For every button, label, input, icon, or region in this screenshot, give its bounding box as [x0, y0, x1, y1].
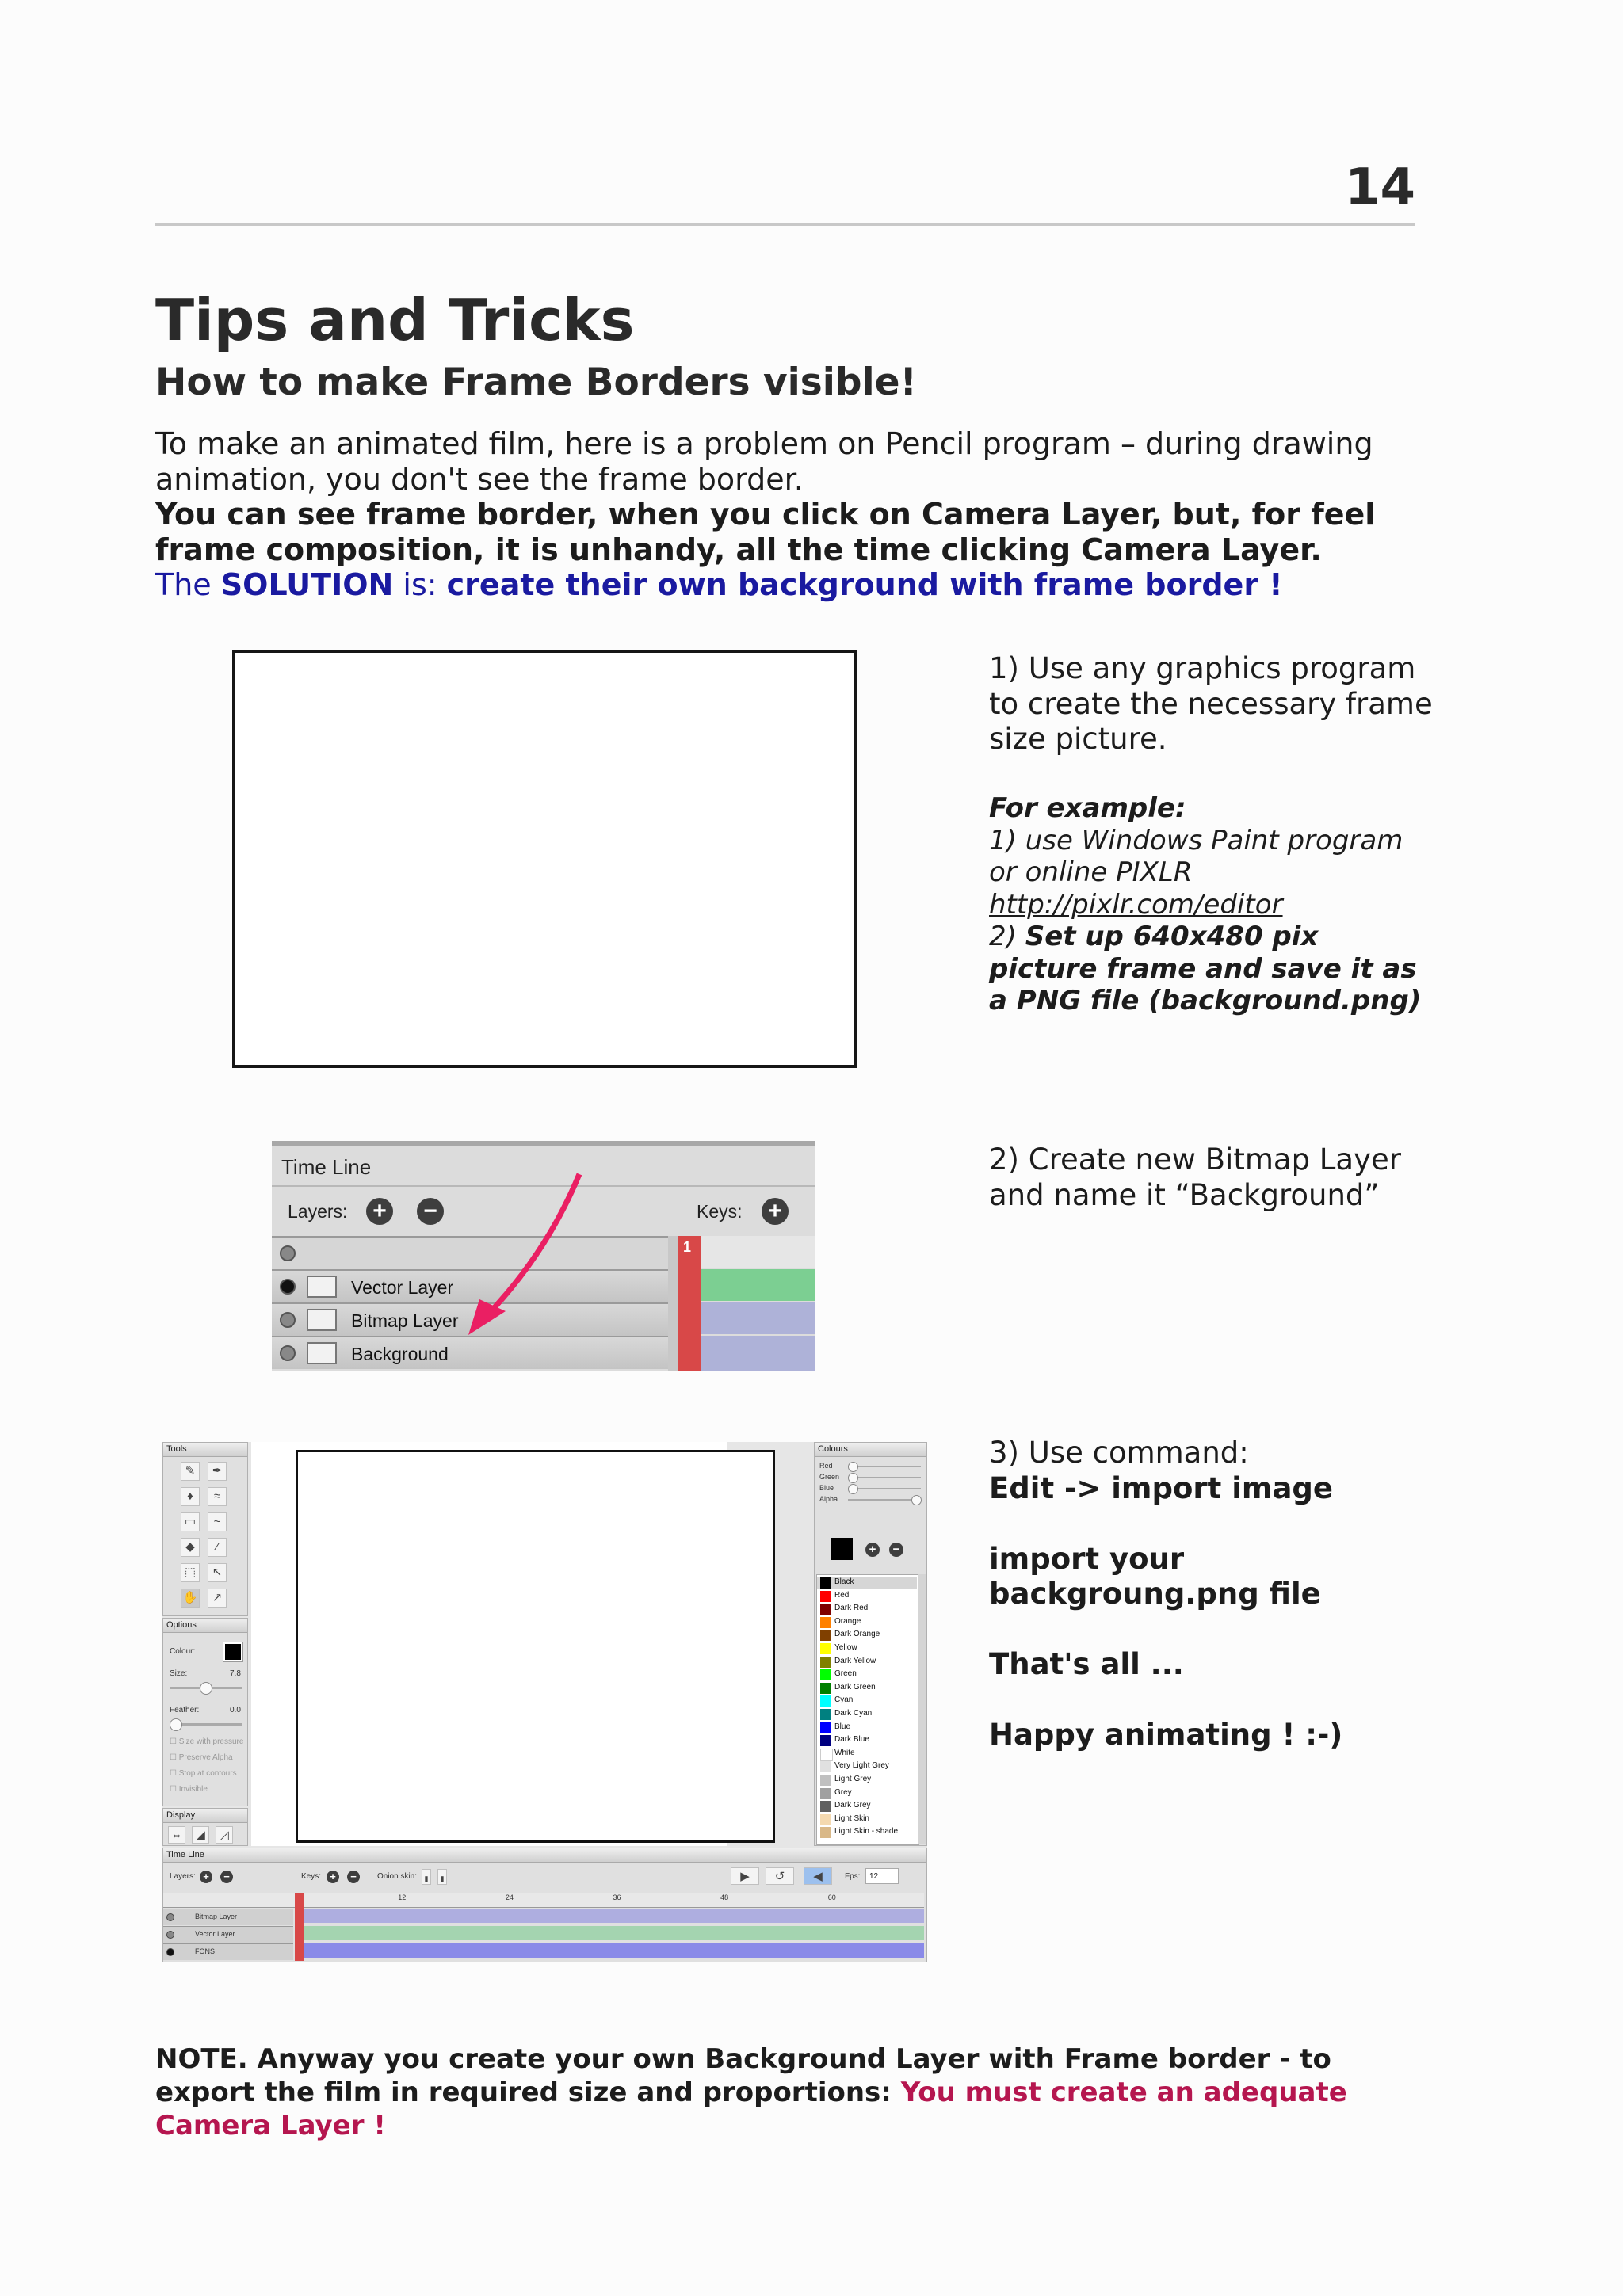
colour-name: Light Grey — [834, 1775, 872, 1783]
bucket-icon[interactable]: ◆ — [181, 1538, 200, 1557]
visibility-dot[interactable] — [166, 1913, 174, 1921]
onion-prev-icon[interactable]: ▮ — [422, 1869, 431, 1885]
colour-swatch — [820, 1577, 831, 1589]
onion-skin-label: Onion skin: — [377, 1872, 418, 1881]
options-panel — [162, 1618, 248, 1806]
colour-name: Dark Grey — [834, 1801, 871, 1810]
colour-swatch — [820, 1801, 831, 1812]
colour-item[interactable] — [817, 1642, 917, 1655]
editor-layer-name: FONS — [195, 1947, 216, 1955]
colour-item[interactable] — [817, 1774, 917, 1787]
page-title: Tips and Tricks — [155, 287, 635, 353]
colour-name: Dark Yellow — [834, 1656, 876, 1665]
select-icon[interactable]: ⬚ — [181, 1563, 200, 1582]
colours-title: Colours — [815, 1443, 926, 1457]
colour-swatch — [820, 1617, 831, 1628]
tools-panel — [162, 1442, 248, 1616]
editor-timeline-panel — [162, 1848, 927, 1962]
colour-swatch — [820, 1695, 831, 1707]
slider-label: Blue — [819, 1484, 834, 1492]
colour-item[interactable] — [817, 1656, 917, 1669]
editor-keys-label: Keys: — [301, 1872, 322, 1881]
tools-title: Tools — [163, 1443, 247, 1457]
colour-list-scrollbar[interactable] — [918, 1574, 926, 1844]
editor-frame-ruler — [163, 1893, 924, 1908]
note-text: NOTE. Anyway you create your own Background Layer with Frame border - to export the film in required size and proportions: — [155, 2043, 1331, 2108]
editor-layer-name: Vector Layer — [195, 1930, 235, 1938]
editor-add-key-button[interactable]: + — [327, 1871, 339, 1883]
check-size-pressure[interactable]: ☐ Size with pressure — [170, 1737, 244, 1746]
check-label: Preserve Alpha — [178, 1753, 233, 1762]
colour-slider-handle[interactable] — [848, 1484, 858, 1494]
eraser-icon[interactable]: ▭ — [181, 1512, 200, 1531]
colour-name: Cyan — [834, 1695, 854, 1705]
intro-line-2: You can see frame border, when you click on Camera Layer, but, for feel frame composition, it is unhandy, all the time clicking Camera Layer. — [155, 497, 1376, 567]
colour-name: Very Light Grey — [834, 1761, 889, 1771]
step3-happy: Happy animating ! :-) — [989, 1718, 1343, 1752]
colour-item[interactable] — [817, 1722, 917, 1734]
editor-layers-label: Layers: — [170, 1872, 196, 1881]
spacer — [989, 1612, 1433, 1648]
check-stop-contours[interactable]: ☐ Stop at contours — [170, 1769, 237, 1778]
colour-swatch — [820, 1722, 831, 1733]
colours-panel — [814, 1442, 927, 1846]
colour-slider-handle[interactable] — [848, 1462, 858, 1472]
editor-layer-track[interactable] — [304, 1909, 924, 1923]
fps-input[interactable]: 12 — [865, 1868, 899, 1884]
check-label: Stop at contours — [178, 1769, 237, 1778]
solution-mid: is: — [393, 567, 447, 602]
colour-swatch — [820, 1775, 831, 1786]
keys-label: Keys: — [697, 1201, 743, 1222]
colour-slider-handle[interactable] — [848, 1473, 858, 1483]
colour-swatch — [820, 1657, 831, 1668]
editor-remove-layer-button[interactable]: − — [220, 1871, 233, 1883]
editor-layer-row[interactable] — [163, 1909, 293, 1925]
remove-colour-button[interactable]: − — [889, 1543, 903, 1557]
colour-name: Grey — [834, 1787, 852, 1797]
colour-item[interactable] — [817, 1616, 917, 1629]
colour-swatch — [820, 1749, 833, 1761]
colour-item[interactable] — [817, 1787, 917, 1800]
imported-frame-border — [296, 1450, 775, 1843]
eyedropper-icon[interactable]: ⁄ — [208, 1538, 227, 1557]
step3-block — [989, 1436, 1433, 1753]
header-rule — [155, 223, 1415, 226]
flip-horizontal-icon[interactable]: ⇔ — [168, 1826, 185, 1844]
frame-number: 1 — [683, 1239, 692, 1255]
colour-item[interactable] — [817, 1800, 917, 1813]
layer-name: Background — [351, 1344, 449, 1364]
step2-text: 2) Create new Bitmap Layer and name it “Background” — [989, 1142, 1401, 1212]
pointer-icon[interactable]: ↖ — [208, 1563, 227, 1582]
step1-example — [989, 792, 1433, 1017]
colour-swatch — [820, 1604, 831, 1615]
loop-button[interactable]: ↺ — [766, 1867, 794, 1885]
solution-word: SOLUTION — [220, 567, 394, 602]
intro-paragraph — [155, 426, 1423, 603]
slider-label: Red — [819, 1462, 833, 1470]
colour-swatch — [820, 1643, 831, 1654]
brush-icon[interactable]: ≈ — [208, 1487, 227, 1506]
colour-item[interactable] — [817, 1760, 917, 1773]
slider-label: Green — [819, 1473, 840, 1481]
selected-colour-swatch[interactable] — [831, 1538, 853, 1560]
colour-item[interactable] — [817, 1748, 917, 1760]
colour-name: Dark Red — [834, 1604, 869, 1613]
feather-value: 0.0 — [230, 1706, 241, 1714]
colour-list — [816, 1574, 919, 1845]
colour-swatch — [820, 1669, 831, 1680]
colour-label: Colour: — [170, 1647, 196, 1656]
editor-timeline-title: Time Line — [163, 1848, 926, 1863]
colour-item[interactable] — [817, 1708, 917, 1721]
intro-line-1: To make an animated film, here is a problem on Pencil program – during drawing animation, you don't see the frame border. — [155, 426, 1373, 497]
frame-border-example — [232, 650, 857, 1068]
pencil-editor-screenshot — [162, 1442, 927, 1962]
colour-name: White — [834, 1748, 855, 1757]
colour-name: Red — [834, 1590, 850, 1600]
check-preserve-alpha[interactable]: ☐ Preserve Alpha — [170, 1753, 233, 1762]
drawing-canvas[interactable] — [251, 1442, 727, 1846]
size-label: Size: — [170, 1669, 188, 1678]
colour-swatch — [820, 1761, 831, 1772]
timeline-title: Time Line — [281, 1155, 372, 1179]
colour-name: Dark Blue — [834, 1735, 869, 1745]
pen-icon[interactable]: ✒ — [208, 1462, 227, 1481]
add-colour-button[interactable]: + — [865, 1543, 880, 1557]
colour-swatch — [820, 1735, 831, 1746]
colour-item[interactable] — [817, 1695, 917, 1707]
colour-slider[interactable] — [848, 1499, 921, 1501]
colour-swatch — [820, 1683, 831, 1694]
example-label: For example: — [989, 792, 1186, 824]
step3-text: 3) Use command: — [989, 1436, 1249, 1470]
visibility-dot[interactable] — [166, 1931, 174, 1939]
editor-layer-row[interactable] — [163, 1943, 293, 1960]
colour-item[interactable] — [817, 1826, 917, 1839]
onion-icon[interactable]: ◢ — [192, 1826, 209, 1844]
editor-layer-name: Bitmap Layer — [195, 1913, 238, 1920]
check-label: Invisible — [178, 1785, 208, 1794]
outline-icon[interactable]: ◿ — [216, 1826, 233, 1844]
editor-add-layer-button[interactable]: + — [200, 1871, 212, 1883]
editor-layer-track[interactable] — [304, 1926, 924, 1940]
play-button[interactable]: ▶ — [731, 1867, 759, 1885]
colour-name: Yellow — [834, 1643, 857, 1652]
ruler-tick-label: 60 — [827, 1894, 836, 1901]
editor-layer-row[interactable] — [163, 1926, 293, 1943]
section-subtitle: How to make Frame Borders visible! — [155, 360, 917, 404]
colour-item[interactable] — [817, 1629, 917, 1642]
pixlr-link[interactable]: http://pixlr.com/editor — [989, 888, 1283, 921]
colour-slider[interactable] — [848, 1466, 921, 1467]
smudge-icon[interactable]: ~ — [208, 1512, 227, 1531]
check-label: Size with pressure — [178, 1737, 244, 1746]
colour-item[interactable] — [817, 1603, 917, 1615]
editor-remove-key-button[interactable]: − — [347, 1871, 360, 1883]
colour-name: Dark Green — [834, 1682, 876, 1691]
editor-layer-track[interactable] — [304, 1943, 924, 1958]
colour-item[interactable] — [817, 1734, 917, 1747]
colour-item[interactable] — [817, 1577, 917, 1589]
colour-swatch — [820, 1630, 831, 1641]
remove-layer-button[interactable]: − — [417, 1198, 444, 1225]
solution-text: create their own background with frame border ! — [446, 567, 1283, 602]
colour-swatch — [820, 1827, 831, 1838]
visibility-dot[interactable] — [166, 1948, 174, 1956]
spacer — [989, 1506, 1433, 1542]
layer-name: Vector Layer — [351, 1277, 454, 1298]
step1-text: 1) Use any graphics program to create the necessary frame size picture. — [989, 651, 1433, 756]
colour-item[interactable] — [817, 1590, 917, 1603]
fps-label: Fps: — [845, 1872, 861, 1881]
example-item-2 — [989, 921, 1433, 1017]
colour-name: Light Skin - shade — [834, 1827, 899, 1836]
colour-swatch — [820, 1709, 831, 1720]
colour-name: Dark Orange — [834, 1630, 880, 1639]
colour-slider-handle[interactable] — [911, 1495, 922, 1505]
add-key-button[interactable]: + — [762, 1198, 789, 1225]
size-value: 7.8 — [230, 1669, 241, 1678]
colour-item[interactable] — [817, 1814, 917, 1826]
layer-name: Bitmap Layer — [351, 1310, 459, 1331]
feather-label: Feather: — [170, 1706, 200, 1714]
colour-swatch — [820, 1814, 831, 1825]
step3-import: import your backgroung.png file — [989, 1541, 1321, 1611]
size-slider-handle[interactable] — [200, 1682, 212, 1695]
spacer — [989, 1683, 1433, 1718]
editor-current-frame — [295, 1893, 304, 1961]
move-icon[interactable]: ↗ — [208, 1589, 227, 1608]
ink-icon[interactable]: ♦ — [181, 1487, 200, 1506]
add-layer-button[interactable]: + — [366, 1198, 393, 1225]
slider-label: Alpha — [819, 1495, 838, 1503]
timeline-screenshot — [272, 1141, 815, 1371]
colour-name: Orange — [834, 1616, 861, 1626]
colour-slider[interactable] — [848, 1477, 921, 1478]
colour-item[interactable] — [817, 1669, 917, 1681]
colour-name: Dark Cyan — [834, 1709, 873, 1718]
ruler-tick-label: 48 — [720, 1894, 729, 1901]
note-paragraph — [155, 2042, 1439, 2142]
ruler-tick-label: 24 — [505, 1894, 514, 1901]
colour-swatch — [820, 1591, 831, 1602]
colour-item[interactable] — [817, 1682, 917, 1695]
check-invisible[interactable]: ☐ Invisible — [170, 1785, 208, 1794]
step3-thats-all: That's all ... — [989, 1647, 1184, 1681]
onion-next-icon[interactable]: ▮ — [437, 1869, 447, 1885]
example-item-1: 1) use Windows Paint program or online PIXLR — [989, 824, 1403, 888]
current-colour-swatch[interactable] — [223, 1642, 242, 1661]
step3-command: Edit -> import image — [989, 1470, 1333, 1505]
colour-name: Green — [834, 1669, 857, 1679]
options-title: Options — [163, 1619, 247, 1633]
ruler-tick-label: 12 — [398, 1894, 407, 1901]
ruler-tick-label: 36 — [613, 1894, 621, 1901]
colour-swatch — [820, 1788, 831, 1799]
feather-slider-handle[interactable] — [170, 1718, 182, 1731]
solution-line — [155, 567, 1423, 603]
layers-label: Layers: — [288, 1201, 348, 1222]
colour-name: Light Skin — [834, 1814, 869, 1823]
pencil-icon[interactable]: ✎ — [181, 1462, 200, 1481]
example-item-2-num: 2) — [989, 921, 1025, 952]
pointer-arrow-icon — [272, 1141, 815, 1371]
colour-slider[interactable] — [848, 1488, 921, 1489]
display-title: Display — [163, 1809, 247, 1823]
solution-prefix: The — [155, 567, 221, 602]
hand-icon[interactable]: ✋ — [181, 1589, 200, 1608]
page-number: 14 — [1344, 158, 1415, 217]
colour-name: Blue — [834, 1722, 851, 1731]
example-item-2-text: Set up 640x480 pix picture frame and save it as a PNG file (background.png) — [989, 921, 1422, 1016]
display-panel — [162, 1808, 248, 1846]
note-highlight: You must create an adequate Camera Layer ! — [155, 2077, 1347, 2142]
colour-name: Black — [834, 1577, 854, 1586]
sound-button[interactable]: ◀ — [804, 1867, 832, 1885]
